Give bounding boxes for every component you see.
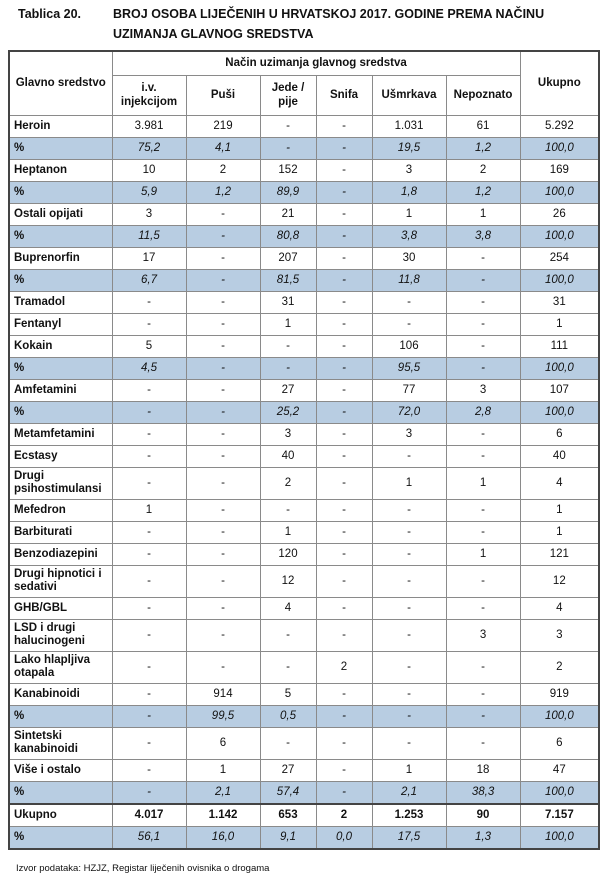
- table-cell: 2,1: [186, 781, 260, 804]
- table-row: [9, 137, 599, 159]
- table-row: [9, 727, 599, 759]
- table-cell: -: [260, 137, 316, 159]
- row-total-cell: 121: [520, 543, 599, 565]
- table-cell: -: [316, 203, 372, 225]
- table-cell: 1: [446, 203, 520, 225]
- table-cell: -: [372, 543, 446, 565]
- table-cell: 75,2: [112, 137, 186, 159]
- table-cell: 27: [260, 379, 316, 401]
- table-cell: 40: [260, 445, 316, 467]
- table-caption: BROJ OSOBA LIJEČENIH U HRVATSKOJ 2017. GODINE PREMA NAČINU UZIMANJA GLAVNOG SREDSTVA: [113, 7, 545, 41]
- table-cell: 89,9: [260, 181, 316, 203]
- table-row: [9, 269, 599, 291]
- row-label: Sintetski kanabinoidi: [9, 727, 112, 759]
- table-cell: 17,5: [372, 826, 446, 849]
- table-cell: -: [446, 499, 520, 521]
- table-cell: -: [446, 727, 520, 759]
- table-cell: -: [112, 379, 186, 401]
- row-label: Heptanon: [9, 159, 112, 181]
- table-cell: -: [316, 727, 372, 759]
- table-cell: 207: [260, 247, 316, 269]
- table-number: Tablica 20.: [18, 7, 81, 21]
- table-row: [9, 521, 599, 543]
- table-cell: -: [446, 291, 520, 313]
- table-cell: 1: [260, 313, 316, 335]
- row-label: Kokain: [9, 335, 112, 357]
- table-cell: -: [316, 401, 372, 423]
- table-cell: 3: [260, 423, 316, 445]
- table-cell: -: [372, 619, 446, 651]
- table-cell: 4,5: [112, 357, 186, 379]
- table-cell: -: [112, 705, 186, 727]
- row-total-cell: 4: [520, 467, 599, 499]
- table-row: [9, 291, 599, 313]
- table-cell: -: [112, 423, 186, 445]
- table-cell: 3: [372, 159, 446, 181]
- table-cell: 90: [446, 804, 520, 827]
- row-total-cell: 3: [520, 619, 599, 651]
- table-cell: 219: [186, 115, 260, 137]
- table-cell: 2: [260, 467, 316, 499]
- table-cell: 38,3: [446, 781, 520, 804]
- row-total-cell: 100,0: [520, 225, 599, 247]
- table-cell: 2: [316, 651, 372, 683]
- table-cell: 1: [372, 203, 446, 225]
- table-row: [9, 225, 599, 247]
- table-cell: -: [372, 445, 446, 467]
- table-cell: 0,0: [316, 826, 372, 849]
- table-cell: 31: [260, 291, 316, 313]
- table-cell: 10: [112, 159, 186, 181]
- row-total-cell: 1: [520, 521, 599, 543]
- table-body: [9, 115, 599, 849]
- table-cell: -: [372, 565, 446, 597]
- table-cell: -: [112, 313, 186, 335]
- table-cell: 61: [446, 115, 520, 137]
- table-row: [9, 203, 599, 225]
- table-cell: -: [316, 269, 372, 291]
- table-row: [9, 565, 599, 597]
- table-cell: -: [186, 423, 260, 445]
- table-cell: -: [316, 565, 372, 597]
- table-cell: 0,5: [260, 705, 316, 727]
- row-label: Lako hlapljiva otapala: [9, 651, 112, 683]
- header-col-eats-drinks: Jede / pije: [260, 75, 316, 115]
- table-cell: 1: [446, 467, 520, 499]
- data-table: [8, 50, 600, 850]
- table-cell: -: [316, 335, 372, 357]
- table-cell: -: [316, 759, 372, 781]
- table-row: [9, 181, 599, 203]
- row-total-cell: 100,0: [520, 826, 599, 849]
- table-cell: 3,8: [372, 225, 446, 247]
- row-total-cell: 100,0: [520, 357, 599, 379]
- table-cell: -: [186, 313, 260, 335]
- table-row: [9, 597, 599, 619]
- table-cell: -: [186, 379, 260, 401]
- header-col-unknown: Nepoznato: [446, 75, 520, 115]
- row-label: Ostali opijati: [9, 203, 112, 225]
- table-cell: -: [186, 543, 260, 565]
- row-total-cell: 12: [520, 565, 599, 597]
- table-row: [9, 467, 599, 499]
- table-cell: 99,5: [186, 705, 260, 727]
- row-label: %: [9, 357, 112, 379]
- table-cell: -: [316, 423, 372, 445]
- row-total-cell: 254: [520, 247, 599, 269]
- table-cell: -: [316, 181, 372, 203]
- row-total-cell: 111: [520, 335, 599, 357]
- table-cell: 57,4: [260, 781, 316, 804]
- table-cell: -: [112, 651, 186, 683]
- row-total-cell: 26: [520, 203, 599, 225]
- row-label: Buprenorfin: [9, 247, 112, 269]
- table-cell: 1: [372, 759, 446, 781]
- row-total-cell: 31: [520, 291, 599, 313]
- row-total-cell: 919: [520, 683, 599, 705]
- table-cell: -: [446, 313, 520, 335]
- table-cell: 120: [260, 543, 316, 565]
- table-cell: 6,7: [112, 269, 186, 291]
- table-cell: -: [316, 467, 372, 499]
- table-cell: 3: [112, 203, 186, 225]
- table-cell: -: [372, 499, 446, 521]
- table-cell: -: [112, 401, 186, 423]
- table-cell: -: [316, 159, 372, 181]
- table-cell: -: [446, 597, 520, 619]
- table-cell: 21: [260, 203, 316, 225]
- table-cell: 3: [446, 619, 520, 651]
- table-cell: -: [372, 683, 446, 705]
- table-cell: 1.031: [372, 115, 446, 137]
- row-total-cell: 100,0: [520, 137, 599, 159]
- table-row: [9, 159, 599, 181]
- table-cell: 1: [372, 467, 446, 499]
- table-cell: -: [446, 651, 520, 683]
- table-cell: -: [316, 781, 372, 804]
- table-row: [9, 759, 599, 781]
- row-label: Drugi hipnotici i sedativi: [9, 565, 112, 597]
- table-cell: 653: [260, 804, 316, 827]
- table-cell: 95,5: [372, 357, 446, 379]
- table-cell: 1,3: [446, 826, 520, 849]
- table-row: [9, 401, 599, 423]
- table-row: [9, 543, 599, 565]
- row-total-cell: 4: [520, 597, 599, 619]
- table-cell: 5: [260, 683, 316, 705]
- table-cell: -: [316, 313, 372, 335]
- table-cell: -: [446, 247, 520, 269]
- table-row: [9, 335, 599, 357]
- header-total: Ukupno: [520, 51, 599, 115]
- table-cell: -: [446, 683, 520, 705]
- header-col-iv: i.v. injekcijom: [112, 75, 186, 115]
- table-cell: -: [186, 445, 260, 467]
- table-cell: -: [112, 683, 186, 705]
- table-cell: -: [316, 137, 372, 159]
- source-note: Izvor podataka: HZJZ, Registar liječenih ovisnika o drogama: [16, 863, 270, 874]
- table-cell: -: [186, 565, 260, 597]
- table-cell: -: [112, 597, 186, 619]
- row-total-cell: 169: [520, 159, 599, 181]
- table-row: [9, 115, 599, 137]
- table-cell: 1.253: [372, 804, 446, 827]
- table-cell: 1: [446, 543, 520, 565]
- table-cell: 9,1: [260, 826, 316, 849]
- row-total-cell: 47: [520, 759, 599, 781]
- table-cell: 30: [372, 247, 446, 269]
- table-row: [9, 313, 599, 335]
- table-cell: -: [446, 423, 520, 445]
- row-total-cell: 1: [520, 313, 599, 335]
- table-cell: -: [112, 759, 186, 781]
- table-cell: -: [316, 683, 372, 705]
- table-cell: -: [372, 651, 446, 683]
- table-cell: -: [186, 597, 260, 619]
- table-row: [9, 247, 599, 269]
- table-row: [9, 781, 599, 804]
- table-cell: -: [186, 335, 260, 357]
- row-total-cell: 6: [520, 727, 599, 759]
- table-row: [9, 423, 599, 445]
- table-cell: -: [316, 357, 372, 379]
- header-main-substance: Glavno sredstvo: [9, 51, 112, 115]
- row-label: Benzodiazepini: [9, 543, 112, 565]
- table-cell: -: [316, 291, 372, 313]
- table-cell: 5: [112, 335, 186, 357]
- row-label: Ecstasy: [9, 445, 112, 467]
- row-label: %: [9, 137, 112, 159]
- row-label: %: [9, 181, 112, 203]
- row-total-cell: 2: [520, 651, 599, 683]
- row-label: %: [9, 401, 112, 423]
- table-cell: -: [316, 597, 372, 619]
- row-label: Amfetamini: [9, 379, 112, 401]
- table-cell: 3: [446, 379, 520, 401]
- row-total-cell: 100,0: [520, 705, 599, 727]
- table-cell: -: [112, 565, 186, 597]
- row-label: Ukupno: [9, 804, 112, 827]
- table-row: [9, 826, 599, 849]
- table-row: [9, 651, 599, 683]
- row-total-cell: 100,0: [520, 401, 599, 423]
- table-cell: -: [372, 291, 446, 313]
- table-row: [9, 683, 599, 705]
- table-row: [9, 619, 599, 651]
- table-cell: 4.017: [112, 804, 186, 827]
- table-cell: 1,2: [186, 181, 260, 203]
- table-cell: -: [186, 499, 260, 521]
- table-cell: -: [260, 115, 316, 137]
- table-cell: 3: [372, 423, 446, 445]
- table-cell: -: [186, 291, 260, 313]
- table-cell: 2,1: [372, 781, 446, 804]
- table-cell: 914: [186, 683, 260, 705]
- table-cell: 81,5: [260, 269, 316, 291]
- row-total-cell: 6: [520, 423, 599, 445]
- table-cell: 27: [260, 759, 316, 781]
- table-cell: -: [446, 445, 520, 467]
- table-cell: -: [446, 521, 520, 543]
- row-label: Mefedron: [9, 499, 112, 521]
- row-label: Heroin: [9, 115, 112, 137]
- table-cell: 16,0: [186, 826, 260, 849]
- table-cell: 1: [112, 499, 186, 521]
- table-cell: 1,8: [372, 181, 446, 203]
- table-row: [9, 379, 599, 401]
- table-cell: -: [260, 335, 316, 357]
- table-cell: 4: [260, 597, 316, 619]
- table-cell: -: [372, 313, 446, 335]
- table-cell: 4,1: [186, 137, 260, 159]
- row-label: %: [9, 269, 112, 291]
- table-cell: 72,0: [372, 401, 446, 423]
- table-cell: -: [316, 619, 372, 651]
- table-cell: 2: [446, 159, 520, 181]
- table-cell: -: [260, 619, 316, 651]
- row-label: %: [9, 781, 112, 804]
- table-cell: -: [112, 543, 186, 565]
- table-cell: -: [112, 727, 186, 759]
- table-cell: -: [316, 247, 372, 269]
- table-cell: 3,8: [446, 225, 520, 247]
- table-cell: 80,8: [260, 225, 316, 247]
- table-cell: -: [372, 705, 446, 727]
- table-cell: -: [446, 705, 520, 727]
- table-cell: 17: [112, 247, 186, 269]
- table-cell: -: [446, 565, 520, 597]
- table-cell: -: [186, 203, 260, 225]
- table-cell: 18: [446, 759, 520, 781]
- table-cell: 3.981: [112, 115, 186, 137]
- row-total-cell: 100,0: [520, 269, 599, 291]
- table-cell: 152: [260, 159, 316, 181]
- table-cell: -: [112, 445, 186, 467]
- row-total-cell: 40: [520, 445, 599, 467]
- row-label: %: [9, 826, 112, 849]
- table-cell: -: [260, 499, 316, 521]
- table-cell: -: [112, 521, 186, 543]
- row-label: Metamfetamini: [9, 423, 112, 445]
- row-total-cell: 100,0: [520, 781, 599, 804]
- table-cell: 1.142: [186, 804, 260, 827]
- table-cell: -: [186, 269, 260, 291]
- table-cell: -: [186, 247, 260, 269]
- table-cell: -: [186, 651, 260, 683]
- table-cell: 56,1: [112, 826, 186, 849]
- row-total-cell: 1: [520, 499, 599, 521]
- table-cell: -: [316, 379, 372, 401]
- row-label: Drugi psihostimulansi: [9, 467, 112, 499]
- table-cell: -: [372, 521, 446, 543]
- table-cell: -: [316, 115, 372, 137]
- table-row: [9, 357, 599, 379]
- table-cell: -: [112, 291, 186, 313]
- table-cell: -: [446, 335, 520, 357]
- row-total-cell: 5.292: [520, 115, 599, 137]
- header-col-smokes: Puši: [186, 75, 260, 115]
- table-row: [9, 445, 599, 467]
- table-cell: 11,8: [372, 269, 446, 291]
- row-label: LSD i drugi halucinogeni: [9, 619, 112, 651]
- header-col-snorts: Ušmrkava: [372, 75, 446, 115]
- table-cell: 1: [186, 759, 260, 781]
- table-cell: -: [186, 619, 260, 651]
- row-label: Fentanyl: [9, 313, 112, 335]
- table-cell: 2,8: [446, 401, 520, 423]
- header-method-group: Način uzimanja glavnog sredstva: [112, 51, 520, 75]
- table-cell: 12: [260, 565, 316, 597]
- row-label: Barbiturati: [9, 521, 112, 543]
- table-cell: -: [186, 401, 260, 423]
- row-label: %: [9, 225, 112, 247]
- table-cell: 106: [372, 335, 446, 357]
- row-label: Više i ostalo: [9, 759, 112, 781]
- table-row: [9, 499, 599, 521]
- table-cell: -: [316, 705, 372, 727]
- table-cell: 1,2: [446, 181, 520, 203]
- table-cell: -: [186, 467, 260, 499]
- table-cell: 11,5: [112, 225, 186, 247]
- table-cell: -: [112, 781, 186, 804]
- table-row: [9, 705, 599, 727]
- table-cell: -: [260, 357, 316, 379]
- row-total-cell: 107: [520, 379, 599, 401]
- table-cell: 2: [186, 159, 260, 181]
- table-cell: -: [186, 521, 260, 543]
- table-cell: 6: [186, 727, 260, 759]
- row-total-cell: 7.157: [520, 804, 599, 827]
- table-cell: -: [372, 597, 446, 619]
- row-label: Kanabinoidi: [9, 683, 112, 705]
- table-cell: -: [186, 225, 260, 247]
- table-cell: -: [316, 521, 372, 543]
- table-cell: -: [316, 499, 372, 521]
- table-cell: -: [112, 619, 186, 651]
- table-cell: 19,5: [372, 137, 446, 159]
- row-label: %: [9, 705, 112, 727]
- table-cell: -: [446, 357, 520, 379]
- header-col-sniffs: Snifa: [316, 75, 372, 115]
- table-cell: -: [372, 727, 446, 759]
- table-cell: -: [316, 445, 372, 467]
- table-cell: 25,2: [260, 401, 316, 423]
- table-cell: 1: [260, 521, 316, 543]
- table-cell: -: [316, 543, 372, 565]
- table-cell: -: [112, 467, 186, 499]
- row-label: Tramadol: [9, 291, 112, 313]
- table-cell: -: [186, 357, 260, 379]
- table-cell: 1,2: [446, 137, 520, 159]
- row-total-cell: 100,0: [520, 181, 599, 203]
- table-cell: 2: [316, 804, 372, 827]
- table-cell: -: [260, 651, 316, 683]
- row-label: GHB/GBL: [9, 597, 112, 619]
- table-cell: 77: [372, 379, 446, 401]
- table-cell: 5,9: [112, 181, 186, 203]
- table-cell: -: [446, 269, 520, 291]
- table-cell: -: [260, 727, 316, 759]
- table-cell: -: [316, 225, 372, 247]
- table-row: [9, 804, 599, 827]
